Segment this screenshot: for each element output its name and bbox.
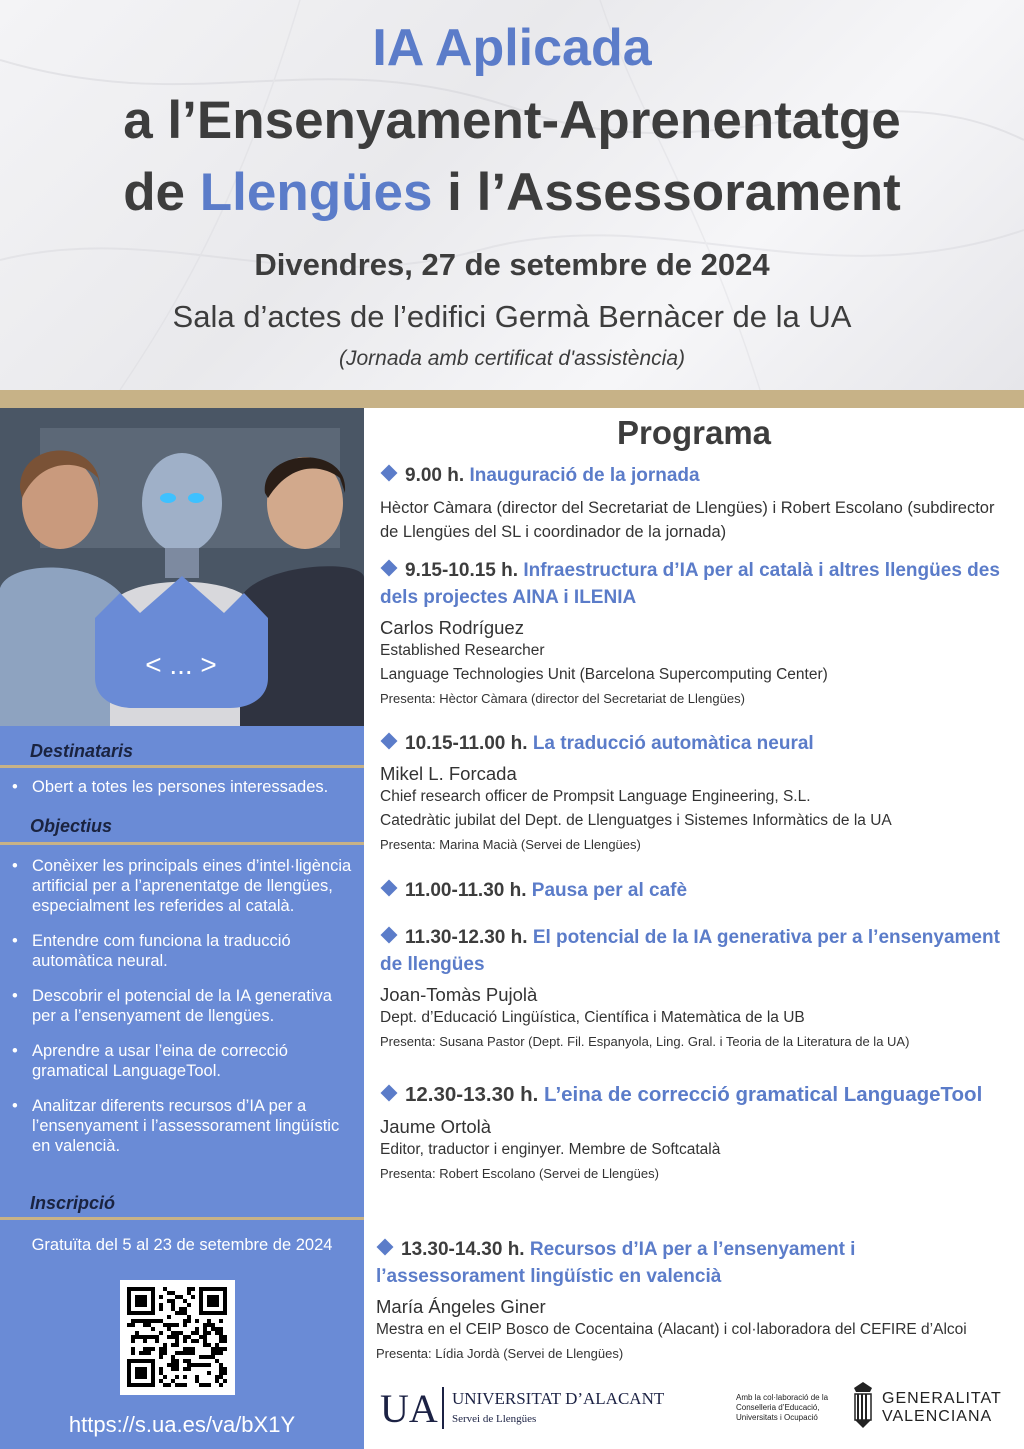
session-description: Hèctor Càmara (director del Secretariat de Llengües) i Robert Escolano (subdirector de Llengües del SL i coordinador de la jornada) bbox=[380, 499, 995, 541]
objectius-heading: Objectius bbox=[30, 816, 113, 836]
speaker-affiliation: Mestra en el CEIP Bosco de Cocentaina (Alacant) i col·laboradora del CEFIRE d’Alcoi bbox=[376, 1321, 967, 1338]
diamond-icon bbox=[381, 733, 398, 750]
session-presenter: Presenta: Lídia Jordà (Servei de Llengües) bbox=[376, 1346, 624, 1361]
title-line-3-pre: de bbox=[123, 163, 200, 222]
diamond-icon bbox=[377, 1239, 394, 1256]
list-item: • Obert a totes les persones interessades. bbox=[12, 777, 360, 797]
diamond-icon bbox=[381, 465, 398, 482]
list-item: • Descobrir el potencial de la IA generativa per a l’ensenyament de llengües. bbox=[12, 986, 360, 1026]
inscripcio-heading: Inscripció bbox=[30, 1193, 116, 1213]
ua-separator bbox=[442, 1387, 444, 1429]
session-heading bbox=[380, 730, 1010, 757]
session-speaker: María Ángeles Giner bbox=[376, 1296, 546, 1317]
speaker-affiliation: Dept. d’Educació Lingüística, Científica i Matemàtica de la UB bbox=[380, 1009, 805, 1026]
session-heading bbox=[380, 557, 1010, 611]
speaker-affiliation: Editor, traductor i enginyer. Membre de Softcatalà bbox=[380, 1141, 721, 1158]
people-and-robot-illustration bbox=[0, 408, 364, 726]
programa-title: Programa bbox=[616, 414, 772, 451]
session-title: Pausa per al cafè bbox=[531, 880, 688, 901]
session-presenter: Presenta: Susana Pastor (Dept. Fil. Espanyola, Ling. Gral. i Teoria de la Literatura de la UA) bbox=[380, 1034, 910, 1049]
registration-link[interactable]: https://s.ua.es/va/bX1Y bbox=[68, 1412, 296, 1437]
title-line-3 bbox=[0, 162, 1024, 223]
title-line-3-post: i l’Assessorament bbox=[432, 163, 901, 222]
session-4 bbox=[380, 877, 1010, 904]
session-time: 11.00-11.30 h. bbox=[405, 880, 527, 901]
destinataris-list bbox=[12, 777, 360, 812]
sidebar bbox=[0, 408, 364, 1449]
session-title: Recursos d’IA per a l’ensenyament i l’assessorament lingüístic en valencià bbox=[376, 1239, 856, 1287]
session-heading bbox=[380, 924, 1010, 978]
session-2 bbox=[380, 557, 1010, 706]
session-3 bbox=[380, 730, 1010, 852]
generalitat-crest-icon bbox=[850, 1380, 876, 1430]
ua-mark: UA bbox=[380, 1386, 438, 1431]
session-1 bbox=[380, 462, 1010, 544]
session-title: Infraestructura d’IA per al català i altres llengües des dels projectes AINA i ILENIA bbox=[380, 560, 1000, 608]
speech-bubble-text: < ... > bbox=[145, 649, 217, 680]
session-7 bbox=[376, 1236, 1006, 1361]
gold-divider bbox=[0, 390, 1024, 408]
diamond-icon bbox=[381, 560, 398, 577]
session-time: 12.30-13.30 h. bbox=[405, 1083, 539, 1106]
ua-subtitle: Servei de Llengües bbox=[452, 1413, 537, 1425]
list-item: • Entendre com funciona la traducció automàtica neural. bbox=[12, 931, 360, 971]
session-title: El potencial de la IA generativa per a l’ensenyament de llengües bbox=[380, 927, 1000, 975]
session-speaker: Carlos Rodríguez bbox=[380, 617, 524, 638]
list-item: • Conèixer les principals eines d’intel·ligència artificial per a l’aprenentatge de llengües, especialment les referides al català. bbox=[12, 856, 360, 916]
session-title: Inauguració de la jornada bbox=[469, 465, 700, 486]
session-speaker: Joan-Tomàs Pujolà bbox=[380, 984, 538, 1005]
qr-code[interactable] bbox=[120, 1280, 235, 1395]
speaker-affiliation: Catedràtic jubilat del Dept. de Llenguatges i Sistemes Informàtics de la UA bbox=[380, 812, 892, 829]
event-photo bbox=[0, 408, 364, 726]
speaker-affiliation: Language Technologies Unit (Barcelona Supercomputing Center) bbox=[380, 666, 828, 683]
qr-code-graphic bbox=[120, 1280, 235, 1395]
title-line-1: IA Aplicada bbox=[372, 19, 652, 77]
session-presenter: Presenta: Marina Macià (Servei de Llengües) bbox=[380, 837, 641, 852]
list-item: • Aprendre a usar l’eina de correcció gramatical LanguageTool. bbox=[12, 1041, 360, 1081]
collaboration-note: Amb la col·laboració de la Conselleria d’Educació, Universitats i Ocupació bbox=[736, 1393, 829, 1422]
session-5 bbox=[380, 924, 1010, 1049]
session-heading bbox=[380, 462, 1010, 489]
session-time: 9.15-10.15 h. bbox=[405, 560, 519, 581]
ua-name: UNIVERSITAT D’ALACANT bbox=[452, 1389, 665, 1408]
session-time: 13.30-14.30 h. bbox=[401, 1239, 525, 1260]
inscripcio-dates: Gratuïta del 5 al 23 de setembre de 2024 bbox=[31, 1236, 333, 1254]
session-speaker: Jaume Ortolà bbox=[380, 1116, 492, 1137]
gold-line bbox=[0, 1217, 364, 1220]
ua-logo bbox=[380, 1383, 665, 1435]
session-heading bbox=[380, 877, 1010, 904]
session-heading bbox=[380, 1079, 1010, 1110]
event-date: Divendres, 27 de setembre de 2024 bbox=[254, 247, 770, 282]
session-presenter: Presenta: Hèctor Càmara (director del Secretariat de Llengües) bbox=[380, 691, 745, 706]
session-time: 9.00 h. bbox=[405, 465, 465, 486]
destinataris-heading: Destinataris bbox=[30, 741, 134, 761]
gold-line bbox=[0, 765, 364, 768]
certificate-note: (Jornada amb certificat d'assistència) bbox=[339, 347, 685, 370]
session-6 bbox=[380, 1079, 1010, 1181]
generalitat-name bbox=[882, 1390, 1002, 1426]
generalitat-name-line-1: GENERALITAT bbox=[882, 1390, 1002, 1407]
session-heading bbox=[376, 1236, 1006, 1290]
diamond-icon bbox=[381, 1085, 398, 1102]
title-line-3-accent: Llengües bbox=[199, 163, 433, 222]
speaker-affiliation: Chief research officer de Prompsit Language Engineering, S.L. bbox=[380, 788, 811, 805]
gold-line bbox=[0, 842, 364, 845]
event-venue: Sala d’actes de l’edifici Germà Bernàcer de la UA bbox=[172, 299, 852, 334]
session-title: La traducció automàtica neural bbox=[532, 733, 814, 754]
generalitat-name-line-2: VALENCIANA bbox=[882, 1408, 993, 1425]
diamond-icon bbox=[381, 880, 398, 897]
session-speaker: Mikel L. Forcada bbox=[380, 763, 517, 784]
speaker-affiliation: Established Researcher bbox=[380, 642, 545, 659]
diamond-icon bbox=[381, 927, 398, 944]
list-item: • Analitzar diferents recursos d’IA per a l’ensenyament i l’assessorament lingüístic en valencià. bbox=[12, 1096, 360, 1156]
header bbox=[0, 0, 1024, 390]
session-time: 11.30-12.30 h. bbox=[405, 927, 528, 948]
session-presenter: Presenta: Robert Escolano (Servei de Llengües) bbox=[380, 1166, 659, 1181]
objectius-list bbox=[12, 856, 360, 1171]
session-title: L’eina de correcció gramatical LanguageTool bbox=[544, 1083, 983, 1106]
title-line-2: a l’Ensenyament-Aprenentatge bbox=[123, 91, 901, 150]
session-time: 10.15-11.00 h. bbox=[405, 733, 528, 754]
